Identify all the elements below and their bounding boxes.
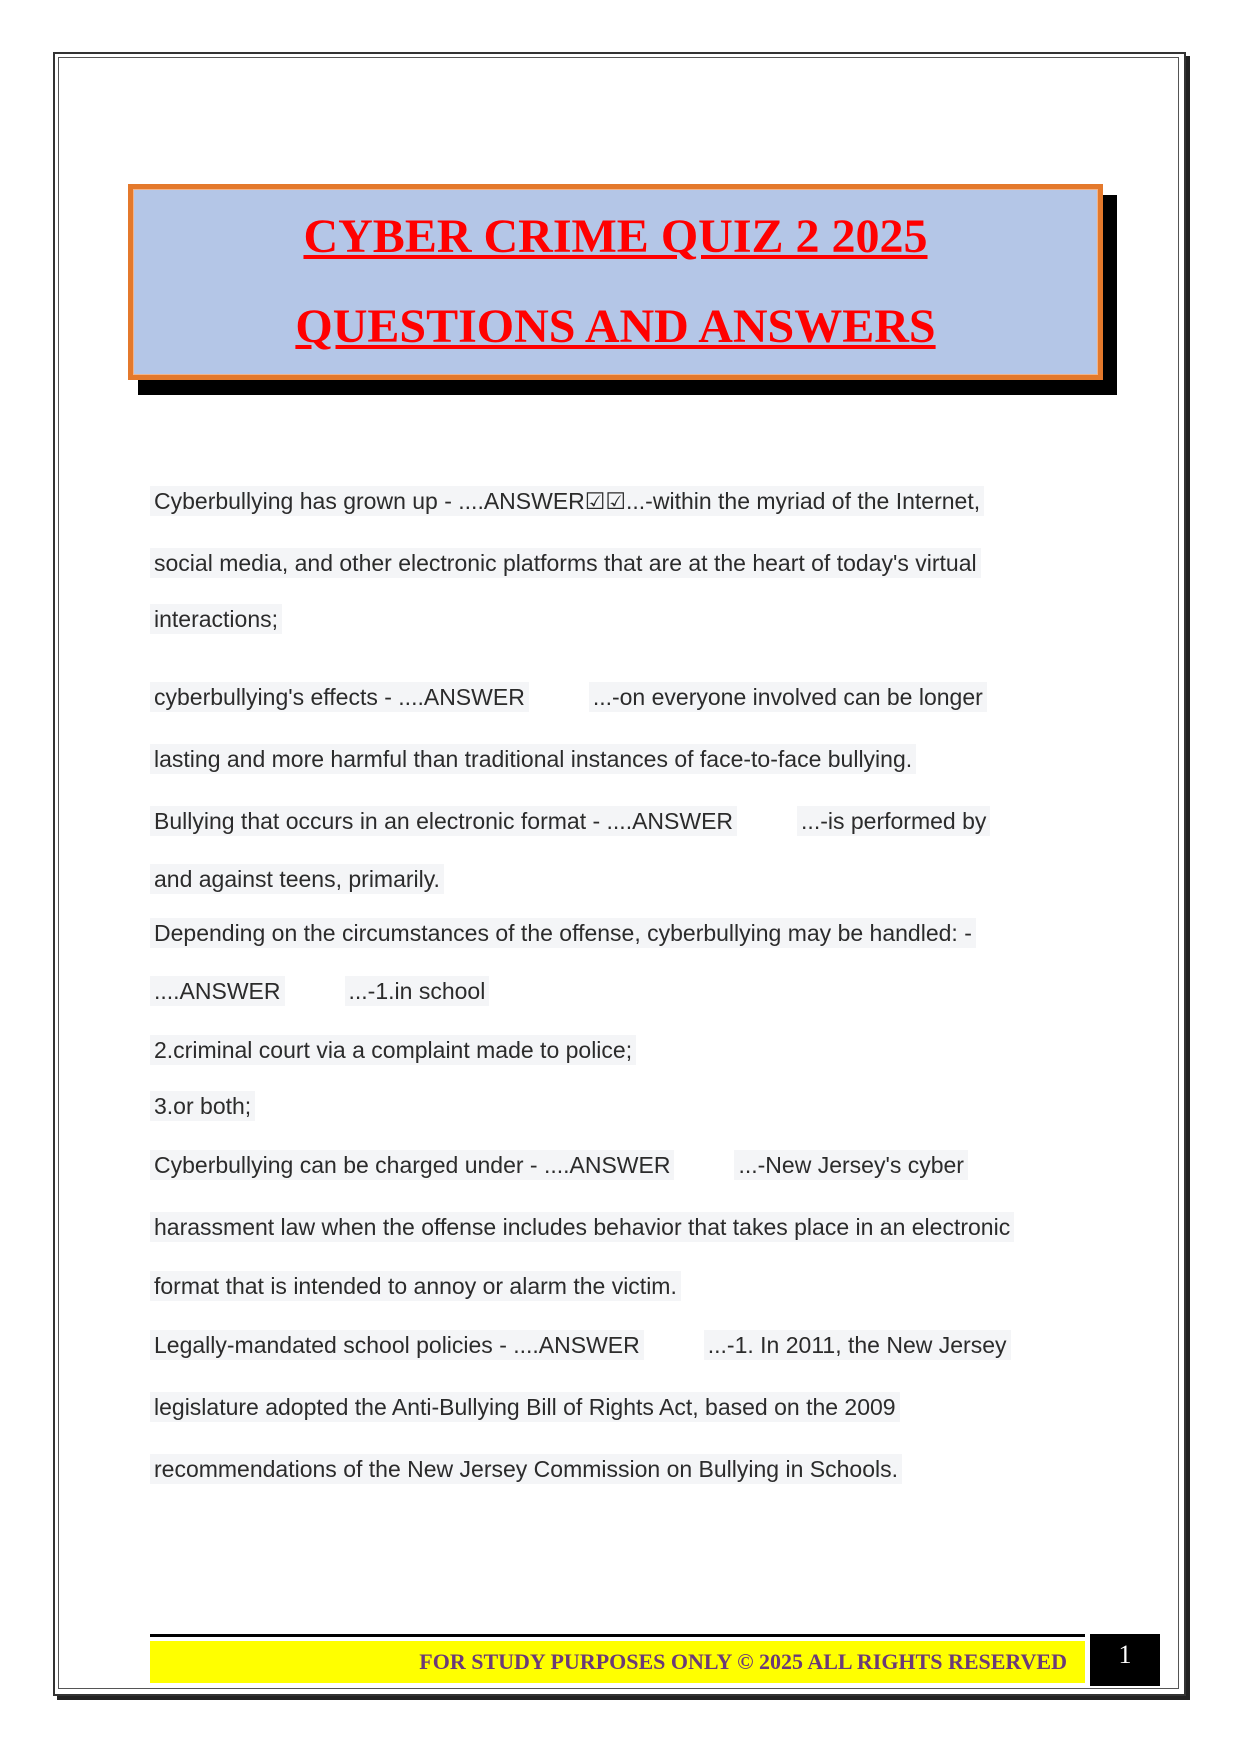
qa-line: 2.criminal court via a complaint made to police; (150, 1022, 1080, 1078)
footer-text: FOR STUDY PURPOSES ONLY © 2025 ALL RIGHTS RESERVED (419, 1649, 1067, 1674)
qa-line: 3.or both; (150, 1078, 1080, 1134)
qa-line: social media, and other electronic platforms that are at the heart of today's virtual (150, 532, 1080, 594)
footer-bar (150, 1641, 1085, 1683)
title-inner (133, 189, 1098, 375)
qa-line: Bullying that occurs in an electronic format - ....ANSWER ...-is performed by (150, 790, 1080, 852)
qa-line: format that is intended to annoy or alarm the victim. (150, 1258, 1080, 1314)
footer-rule (150, 1634, 1085, 1637)
qa-line: ....ANSWER ...-1.in school (150, 960, 1080, 1022)
qa-line: harassment law when the offense includes behavior that takes place in an electronic (150, 1196, 1080, 1258)
qa-line: and against teens, primarily. (150, 852, 1080, 906)
qa-line: cyberbullying's effects - ....ANSWER ...-on everyone involved can be longer (150, 666, 1080, 728)
qa-line: recommendations of the New Jersey Commission on Bullying in Schools. (150, 1438, 1080, 1500)
qa-line: Cyberbullying can be charged under - ....ANSWER ...-New Jersey's cyber (150, 1134, 1080, 1196)
qa-line: legislature adopted the Anti-Bullying Bill of Rights Act, based on the 2009 (150, 1376, 1080, 1438)
qa-line: Legally-mandated school policies - ....ANSWER ...-1. In 2011, the New Jersey (150, 1314, 1080, 1376)
qa-line: interactions; (150, 594, 1080, 644)
title-box (128, 184, 1103, 380)
page-number: 1 (1090, 1634, 1160, 1686)
title-line-2: QUESTIONS AND ANSWERS (295, 300, 936, 353)
qa-line: Cyberbullying has grown up - ....ANSWER☑☑...-within the myriad of the Internet, (150, 470, 1080, 532)
qa-content (150, 470, 1080, 1500)
qa-line: Depending on the circumstances of the offense, cyberbullying may be handled: - (150, 906, 1080, 960)
title-line-1: CYBER CRIME QUIZ 2 2025 (303, 210, 928, 263)
qa-line: lasting and more harmful than traditional instances of face-to-face bullying. (150, 728, 1080, 790)
